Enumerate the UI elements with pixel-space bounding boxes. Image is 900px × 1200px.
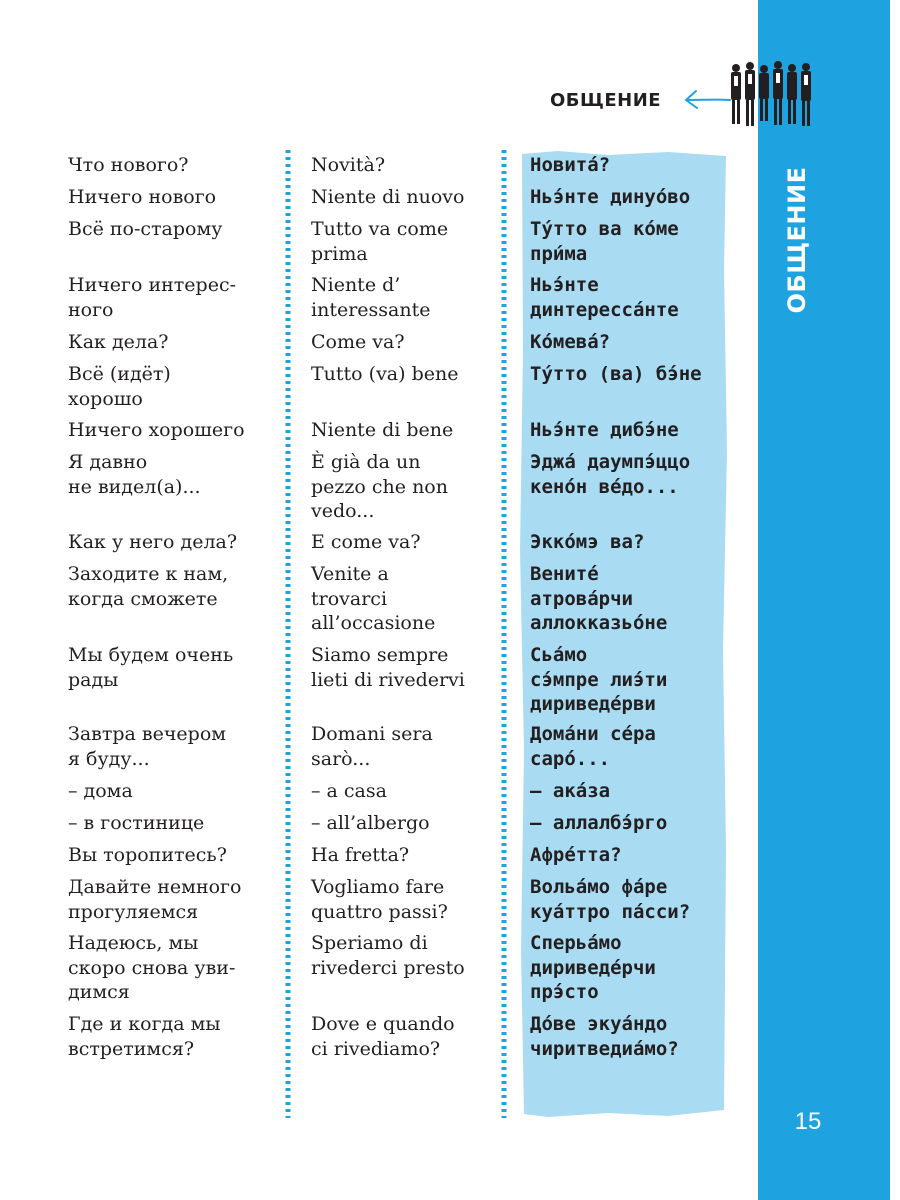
people-group-icon	[726, 60, 818, 128]
phrase-transcription: Ньэ́нте дибэ́не	[530, 419, 679, 441]
phrase-transcription: Ньэ́нте динтерессáнте	[530, 274, 679, 321]
phrase-italian: Venite a trovarci all’occasione	[311, 563, 436, 634]
phrase-russian: – в гостинице	[68, 812, 205, 834]
phrase-italian: Niente di nuovo	[311, 186, 465, 208]
phrase-transcription: Домáни сéра саро́...	[530, 723, 656, 770]
side-tab-label	[775, 160, 819, 320]
phrase-italian: Vogliamo fare quattro passi?	[311, 876, 448, 923]
phrase-transcription: – аллалбэ́рго	[530, 812, 668, 834]
column-divider-1	[284, 148, 292, 1120]
phrase-italian: Domani sera sarò...	[311, 723, 433, 770]
phrase-italian: Tutto va come prima	[311, 218, 449, 265]
phrase-russian: Завтра вечером я буду...	[68, 723, 227, 770]
phrase-russian: Мы будем очень рады	[68, 644, 234, 691]
phrase-russian: Надеюсь, мы скоро снова уви- димся	[68, 932, 236, 1003]
phrase-russian: Где и когда мы встретимся?	[68, 1013, 221, 1060]
phrase-italian: E come va?	[311, 531, 421, 553]
arrow-left-icon	[682, 86, 732, 114]
phrase-italian: Ha fretta?	[311, 844, 410, 866]
phrase-transcription: Ту́тто (ва) бэ́не	[530, 363, 702, 385]
phrase-transcription: Сперьáмо дириведéрчи прэ́сто	[530, 932, 656, 1003]
phrase-russian: Заходите к нам, когда сможете	[68, 563, 229, 610]
phrase-transcription: – акáза	[530, 780, 611, 802]
phrase-transcription: Ту́тто ва ко́ме при́ма	[530, 218, 679, 265]
phrase-russian: Всё по-старому	[68, 218, 223, 240]
phrase-italian: Dove e quando ci rivediamo?	[311, 1013, 455, 1060]
phrase-russian: Ничего нового	[68, 186, 217, 208]
phrase-russian: – дома	[68, 780, 133, 802]
phrase-italian: Tutto (va) bene	[311, 363, 459, 385]
phrase-transcription: Эккóмэ ва?	[530, 531, 645, 553]
phrase-russian: Как у него дела?	[68, 531, 238, 553]
phrase-transcription: Ньэ́нте динуо́во	[530, 186, 691, 208]
phrase-russian: Вы торопитесь?	[68, 844, 227, 866]
phrase-transcription: Ко́мевá?	[530, 331, 611, 353]
phrase-russian: Всё (идёт) хорошо	[68, 363, 171, 410]
phrase-russian: Ничего хорошего	[68, 419, 245, 441]
page-number: 15	[794, 1108, 822, 1135]
phrase-italian: Niente d’ interessante	[311, 274, 431, 321]
phrase-russian: Я давно не видел(а)...	[68, 451, 201, 498]
phrase-italian: Niente di bene	[311, 419, 454, 441]
phrase-russian: Давайте немного прогуляемся	[68, 876, 242, 923]
phrase-italian: Speriamo di rivederci presto	[311, 932, 465, 979]
section-heading: ОБЩЕНИЕ	[550, 90, 662, 111]
phrase-transcription: Афрéтта?	[530, 844, 622, 866]
phrase-russian: Как дела?	[68, 331, 169, 353]
phrase-transcription: Сьáмо сэ́мпре лиэ́ти дириведéрви	[530, 644, 668, 715]
column-divider-2	[500, 148, 508, 1120]
side-tab-title: ОБЩЕНИЕ	[783, 166, 811, 314]
phrase-transcription: До́ве экуáндо чиритведиáмо?	[530, 1013, 679, 1060]
phrase-transcription: Новитá?	[530, 154, 611, 176]
phrase-italian: Siamo sempre lieti di rivedervi	[311, 644, 465, 691]
phrase-transcription: Эджá даумпэ́ццо кено́н вéдо...	[530, 451, 691, 498]
phrase-russian: Ничего интерес- ного	[68, 274, 237, 321]
phrase-italian: – a casa	[311, 780, 387, 802]
phrase-italian: Come va?	[311, 331, 405, 353]
phrase-italian: È già da un pezzo che non vedo...	[311, 451, 448, 522]
phrase-italian: – all’albergo	[311, 812, 430, 834]
phrase-transcription: Вольáмо фáре куáттро пáсси?	[530, 876, 691, 923]
phrase-russian: Что нового?	[68, 154, 189, 176]
phrase-italian: Novità?	[311, 154, 386, 176]
phrase-transcription: Вените́ атровáрчи аллокказьо́не	[530, 563, 668, 634]
